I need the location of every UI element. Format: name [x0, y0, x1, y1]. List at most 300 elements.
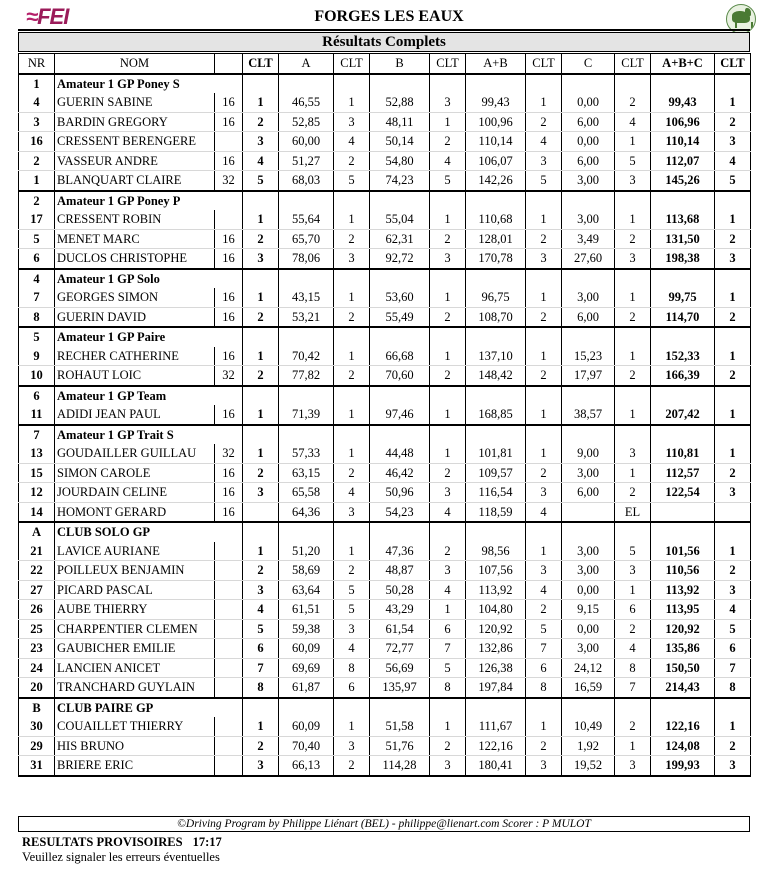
cell-clt-a: 6 — [334, 678, 370, 698]
cell-ab: 118,59 — [466, 502, 526, 522]
cell-nom: SIMON CAROLE — [55, 463, 215, 483]
cell-b: 70,60 — [370, 366, 430, 386]
cell-a: 51,20 — [279, 542, 334, 561]
col-header: A+B — [466, 54, 526, 74]
table-row — [19, 502, 751, 522]
table-row — [19, 405, 751, 425]
cell-c: 0,00 — [562, 580, 615, 600]
group-header-cell — [279, 522, 334, 542]
cell-b: 54,80 — [370, 151, 430, 171]
cell-b: 43,29 — [370, 600, 430, 620]
group-header-cell — [430, 74, 466, 94]
cell-age — [215, 658, 243, 678]
group-title: Amateur 1 GP Poney S — [55, 74, 215, 94]
cell-nom: GUERIN SABINE — [55, 93, 215, 112]
table-row — [19, 307, 751, 327]
cell-ab: 110,68 — [466, 210, 526, 229]
provisional-status — [22, 835, 222, 850]
group-header-cell — [430, 269, 466, 289]
cell-clt-b: 4 — [430, 580, 466, 600]
cell-clt-abc: 2 — [715, 736, 751, 756]
cell-abc — [651, 502, 715, 522]
group-header-cell — [562, 522, 615, 542]
cell-ab: 197,84 — [466, 678, 526, 698]
cell-c: 6,00 — [562, 112, 615, 132]
group-header-row — [19, 386, 751, 406]
cell-nom: DUCLOS CHRISTOPHE — [55, 249, 215, 269]
cell-clt-b: 1 — [430, 600, 466, 620]
cell-clt-b: 1 — [430, 112, 466, 132]
cell-clt-abc — [715, 502, 751, 522]
group-header-cell — [466, 386, 526, 406]
cell-clt-c: 1 — [615, 580, 651, 600]
cell-nom: PICARD PASCAL — [55, 580, 215, 600]
group-header-cell — [334, 386, 370, 406]
group-header-cell — [615, 74, 651, 94]
cell-clt-a: 2 — [334, 561, 370, 581]
cell-abc: 150,50 — [651, 658, 715, 678]
cell-nr: 1 — [19, 171, 55, 191]
cell-age: 16 — [215, 502, 243, 522]
cell-clt-c: 3 — [615, 561, 651, 581]
cell-nr: 10 — [19, 366, 55, 386]
table-row — [19, 151, 751, 171]
cell-clt-b: 1 — [430, 405, 466, 425]
group-header-cell — [526, 191, 562, 211]
cell-abc: 199,93 — [651, 756, 715, 776]
group-header-cell — [466, 327, 526, 347]
cell-clt-c: 6 — [615, 600, 651, 620]
cell-a: 78,06 — [279, 249, 334, 269]
group-title: Amateur 1 GP Solo — [55, 269, 215, 289]
cell-b: 52,88 — [370, 93, 430, 112]
results-table — [18, 53, 751, 777]
cell-nom: GEORGES SIMON — [55, 288, 215, 307]
cell-nr: 13 — [19, 444, 55, 463]
group-code: 5 — [19, 327, 55, 347]
cell-b: 54,23 — [370, 502, 430, 522]
cell-clt-b: 2 — [430, 307, 466, 327]
col-header: NR — [19, 54, 55, 74]
cell-abc: 124,08 — [651, 736, 715, 756]
cell-clt-abc: 4 — [715, 600, 751, 620]
cell-clt-ab: 1 — [526, 210, 562, 229]
cell-clt-b: 5 — [430, 658, 466, 678]
cell-nom: TRANCHARD GUYLAIN — [55, 678, 215, 698]
cell-a: 70,40 — [279, 736, 334, 756]
group-header-cell — [715, 191, 751, 211]
cell-a: 65,58 — [279, 483, 334, 503]
group-header-cell — [370, 327, 430, 347]
cell-ab: 126,38 — [466, 658, 526, 678]
cell-clt: 1 — [243, 347, 279, 366]
cell-abc: 101,56 — [651, 542, 715, 561]
col-header: CLT — [334, 54, 370, 74]
cell-a: 77,82 — [279, 366, 334, 386]
cell-c: 3,00 — [562, 210, 615, 229]
cell-age: 16 — [215, 249, 243, 269]
cell-clt-abc: 5 — [715, 619, 751, 639]
cell-clt-ab: 4 — [526, 580, 562, 600]
cell-clt-c: 2 — [615, 93, 651, 112]
cell-abc: 198,38 — [651, 249, 715, 269]
cell-c: 0,00 — [562, 132, 615, 152]
cell-nom: BRIERE ERIC — [55, 756, 215, 776]
cell-nom: GAUBICHER EMILIE — [55, 639, 215, 659]
cell-c: 3,00 — [562, 561, 615, 581]
cell-abc: 152,33 — [651, 347, 715, 366]
cell-c: 27,60 — [562, 249, 615, 269]
cell-nr: 25 — [19, 619, 55, 639]
cell-c: 3,49 — [562, 229, 615, 249]
cell-age — [215, 542, 243, 561]
cell-a: 58,69 — [279, 561, 334, 581]
group-header-cell — [430, 425, 466, 445]
cell-age — [215, 678, 243, 698]
cell-clt-b: 3 — [430, 93, 466, 112]
group-header-cell — [243, 191, 279, 211]
cell-abc: 112,07 — [651, 151, 715, 171]
cell-clt-a: 2 — [334, 307, 370, 327]
group-header-cell — [370, 698, 430, 718]
group-header-cell — [430, 698, 466, 718]
cell-nr: 23 — [19, 639, 55, 659]
header-rule — [18, 29, 750, 31]
cell-a: 55,64 — [279, 210, 334, 229]
cell-clt-ab: 2 — [526, 600, 562, 620]
cell-clt: 4 — [243, 151, 279, 171]
cell-clt-ab: 1 — [526, 347, 562, 366]
cell-clt-abc: 1 — [715, 444, 751, 463]
cell-ab: 120,92 — [466, 619, 526, 639]
cell-clt-c: 3 — [615, 444, 651, 463]
results-subtitle: Résultats Complets — [18, 32, 750, 52]
cell-age: 16 — [215, 347, 243, 366]
results-body — [19, 74, 751, 776]
cell-ab: 113,92 — [466, 580, 526, 600]
cell-clt-a: 2 — [334, 366, 370, 386]
cell-abc: 114,70 — [651, 307, 715, 327]
cell-clt-abc: 3 — [715, 580, 751, 600]
cell-clt-a: 5 — [334, 171, 370, 191]
cell-clt-a: 3 — [334, 619, 370, 639]
group-title-fill — [215, 74, 243, 94]
cell-clt-c: 1 — [615, 210, 651, 229]
cell-c: 6,00 — [562, 307, 615, 327]
cell-c: 19,52 — [562, 756, 615, 776]
cell-abc: 113,68 — [651, 210, 715, 229]
cell-c: 6,00 — [562, 483, 615, 503]
group-header-cell — [615, 191, 651, 211]
cell-clt-abc: 7 — [715, 658, 751, 678]
cell-nr: 6 — [19, 249, 55, 269]
cell-abc: 122,54 — [651, 483, 715, 503]
group-header-cell — [715, 269, 751, 289]
cell-ab: 116,54 — [466, 483, 526, 503]
cell-c: 38,57 — [562, 405, 615, 425]
cell-a: 64,36 — [279, 502, 334, 522]
col-header: B — [370, 54, 430, 74]
cell-clt-c: 1 — [615, 736, 651, 756]
cell-b: 50,96 — [370, 483, 430, 503]
group-header-cell — [370, 191, 430, 211]
cell-c: 15,23 — [562, 347, 615, 366]
cell-clt: 2 — [243, 112, 279, 132]
cell-abc: 207,42 — [651, 405, 715, 425]
cell-b: 92,72 — [370, 249, 430, 269]
cell-nr: 20 — [19, 678, 55, 698]
cell-b: 62,31 — [370, 229, 430, 249]
col-header: C — [562, 54, 615, 74]
cell-clt-c: 5 — [615, 151, 651, 171]
cell-nom: CRESSENT ROBIN — [55, 210, 215, 229]
group-header-cell — [430, 191, 466, 211]
group-header-cell — [615, 386, 651, 406]
table-row — [19, 132, 751, 152]
cell-clt-abc: 1 — [715, 93, 751, 112]
cell-ab: 98,56 — [466, 542, 526, 561]
table-row — [19, 756, 751, 776]
cell-clt-b: 1 — [430, 288, 466, 307]
cell-c: 1,92 — [562, 736, 615, 756]
table-row — [19, 112, 751, 132]
table-row — [19, 483, 751, 503]
cell-clt-b: 5 — [430, 171, 466, 191]
cell-clt-abc: 2 — [715, 463, 751, 483]
group-header-row — [19, 327, 751, 347]
cell-clt-c: 7 — [615, 678, 651, 698]
cell-clt-b: 3 — [430, 756, 466, 776]
cell-clt-abc: 3 — [715, 756, 751, 776]
cell-clt-c: 4 — [615, 639, 651, 659]
page-header — [8, 6, 770, 30]
group-header-cell — [651, 386, 715, 406]
cell-a: 63,64 — [279, 580, 334, 600]
cell-clt: 3 — [243, 756, 279, 776]
group-code: 1 — [19, 74, 55, 94]
group-header-cell — [334, 74, 370, 94]
group-header-cell — [615, 269, 651, 289]
col-header: CLT — [526, 54, 562, 74]
table-row — [19, 229, 751, 249]
cell-c: 16,59 — [562, 678, 615, 698]
cell-clt-ab: 2 — [526, 229, 562, 249]
cell-clt: 2 — [243, 366, 279, 386]
cell-clt: 8 — [243, 678, 279, 698]
cell-clt-a: 3 — [334, 502, 370, 522]
group-header-cell — [279, 425, 334, 445]
cell-ab: 110,14 — [466, 132, 526, 152]
cell-clt-a: 1 — [334, 405, 370, 425]
cell-nom: COUAILLET THIERRY — [55, 717, 215, 736]
cell-clt-c: 3 — [615, 249, 651, 269]
group-header-cell — [562, 74, 615, 94]
cell-ab: 180,41 — [466, 756, 526, 776]
cell-a: 68,03 — [279, 171, 334, 191]
group-header-cell — [466, 425, 526, 445]
table-row — [19, 210, 751, 229]
cell-clt — [243, 502, 279, 522]
cell-c: 0,00 — [562, 93, 615, 112]
cell-clt-abc: 1 — [715, 210, 751, 229]
cell-a: 59,38 — [279, 619, 334, 639]
cell-abc: 106,96 — [651, 112, 715, 132]
group-header-cell — [430, 386, 466, 406]
cell-clt-c: 3 — [615, 171, 651, 191]
table-header-row — [19, 54, 751, 74]
table-row — [19, 366, 751, 386]
cell-a: 65,70 — [279, 229, 334, 249]
cell-nom: GOUDAILLER GUILLAU — [55, 444, 215, 463]
cell-clt-a: 2 — [334, 151, 370, 171]
cell-nom: ROHAUT LOIC — [55, 366, 215, 386]
cell-c: 24,12 — [562, 658, 615, 678]
cell-clt-c: EL — [615, 502, 651, 522]
group-header-cell — [651, 327, 715, 347]
group-header-cell — [562, 386, 615, 406]
group-header-cell — [562, 698, 615, 718]
table-row — [19, 171, 751, 191]
cell-age: 16 — [215, 151, 243, 171]
cell-clt: 5 — [243, 171, 279, 191]
cell-clt-a: 4 — [334, 132, 370, 152]
cell-nom: AUBE THIERRY — [55, 600, 215, 620]
table-row — [19, 347, 751, 366]
group-code: 7 — [19, 425, 55, 445]
cell-clt-ab: 1 — [526, 542, 562, 561]
cell-clt-ab: 4 — [526, 502, 562, 522]
table-row — [19, 717, 751, 736]
cell-nr: 8 — [19, 307, 55, 327]
cell-age: 32 — [215, 366, 243, 386]
cell-ab: 137,10 — [466, 347, 526, 366]
group-header-cell — [526, 698, 562, 718]
cell-clt-a: 1 — [334, 288, 370, 307]
cell-clt-b: 3 — [430, 249, 466, 269]
cell-clt-ab: 3 — [526, 756, 562, 776]
cell-nr: 16 — [19, 132, 55, 152]
cell-clt-b: 2 — [430, 736, 466, 756]
table-row — [19, 619, 751, 639]
group-header-cell — [430, 327, 466, 347]
cell-abc: 110,81 — [651, 444, 715, 463]
group-header-cell — [526, 269, 562, 289]
cell-nom: POILLEUX BENJAMIN — [55, 561, 215, 581]
cell-clt-b: 6 — [430, 619, 466, 639]
group-header-cell — [615, 522, 651, 542]
cell-clt-c: 1 — [615, 463, 651, 483]
table-row — [19, 600, 751, 620]
group-header-cell — [430, 522, 466, 542]
cell-age: 16 — [215, 112, 243, 132]
cell-b: 51,58 — [370, 717, 430, 736]
cell-ab: 142,26 — [466, 171, 526, 191]
cell-nom: BLANQUART CLAIRE — [55, 171, 215, 191]
cell-a: 70,42 — [279, 347, 334, 366]
cell-nr: 29 — [19, 736, 55, 756]
group-header-cell — [370, 386, 430, 406]
cell-clt-b: 1 — [430, 717, 466, 736]
col-header: CLT — [715, 54, 751, 74]
cell-clt-abc: 1 — [715, 405, 751, 425]
cell-clt-ab: 2 — [526, 366, 562, 386]
cell-abc: 99,75 — [651, 288, 715, 307]
cell-ab: 107,56 — [466, 561, 526, 581]
cell-b: 48,87 — [370, 561, 430, 581]
cell-clt-ab: 3 — [526, 561, 562, 581]
group-title: Amateur 1 GP Poney P — [55, 191, 215, 211]
group-header-cell — [651, 269, 715, 289]
cell-a: 71,39 — [279, 405, 334, 425]
cell-b: 55,04 — [370, 210, 430, 229]
cell-ab: 111,67 — [466, 717, 526, 736]
cell-clt-ab: 4 — [526, 132, 562, 152]
cell-b: 50,14 — [370, 132, 430, 152]
cell-clt-abc: 3 — [715, 249, 751, 269]
cell-ab: 99,43 — [466, 93, 526, 112]
cell-clt: 1 — [243, 210, 279, 229]
cell-a: 46,55 — [279, 93, 334, 112]
group-title-fill — [215, 522, 243, 542]
cell-clt-a: 2 — [334, 756, 370, 776]
cell-a: 69,69 — [279, 658, 334, 678]
cell-clt: 2 — [243, 561, 279, 581]
cell-clt: 5 — [243, 619, 279, 639]
cell-clt-c: 2 — [615, 307, 651, 327]
cell-nr: 2 — [19, 151, 55, 171]
group-title: Amateur 1 GP Trait S — [55, 425, 215, 445]
table-row — [19, 444, 751, 463]
cell-b: 51,76 — [370, 736, 430, 756]
table-row — [19, 658, 751, 678]
cell-nom: LANCIEN ANICET — [55, 658, 215, 678]
cell-ab: 168,85 — [466, 405, 526, 425]
cell-nom: BARDIN GREGORY — [55, 112, 215, 132]
cell-nr: 30 — [19, 717, 55, 736]
group-header-cell — [279, 698, 334, 718]
cell-clt-b: 2 — [430, 366, 466, 386]
cell-nr: 21 — [19, 542, 55, 561]
cell-clt: 3 — [243, 483, 279, 503]
cell-age — [215, 639, 243, 659]
cell-b: 61,54 — [370, 619, 430, 639]
cell-clt-b: 2 — [430, 463, 466, 483]
cell-nom: MENET MARC — [55, 229, 215, 249]
cell-clt-abc: 3 — [715, 132, 751, 152]
cell-clt-ab: 1 — [526, 93, 562, 112]
cell-b: 97,46 — [370, 405, 430, 425]
table-row — [19, 561, 751, 581]
cell-nr: 12 — [19, 483, 55, 503]
cell-nr: 9 — [19, 347, 55, 366]
group-title-fill — [215, 386, 243, 406]
cell-clt-b: 1 — [430, 210, 466, 229]
group-header-cell — [243, 327, 279, 347]
cell-clt-c: 3 — [615, 756, 651, 776]
group-header-row — [19, 698, 751, 718]
cell-clt-b: 8 — [430, 678, 466, 698]
cell-age: 16 — [215, 288, 243, 307]
cell-clt-c: 2 — [615, 483, 651, 503]
cell-nr: 7 — [19, 288, 55, 307]
group-header-cell — [562, 191, 615, 211]
group-header-cell — [651, 191, 715, 211]
group-header-cell — [526, 522, 562, 542]
group-title: CLUB PAIRE GP — [55, 698, 215, 718]
cell-abc: 112,57 — [651, 463, 715, 483]
cell-clt-a: 4 — [334, 639, 370, 659]
col-header — [215, 54, 243, 74]
